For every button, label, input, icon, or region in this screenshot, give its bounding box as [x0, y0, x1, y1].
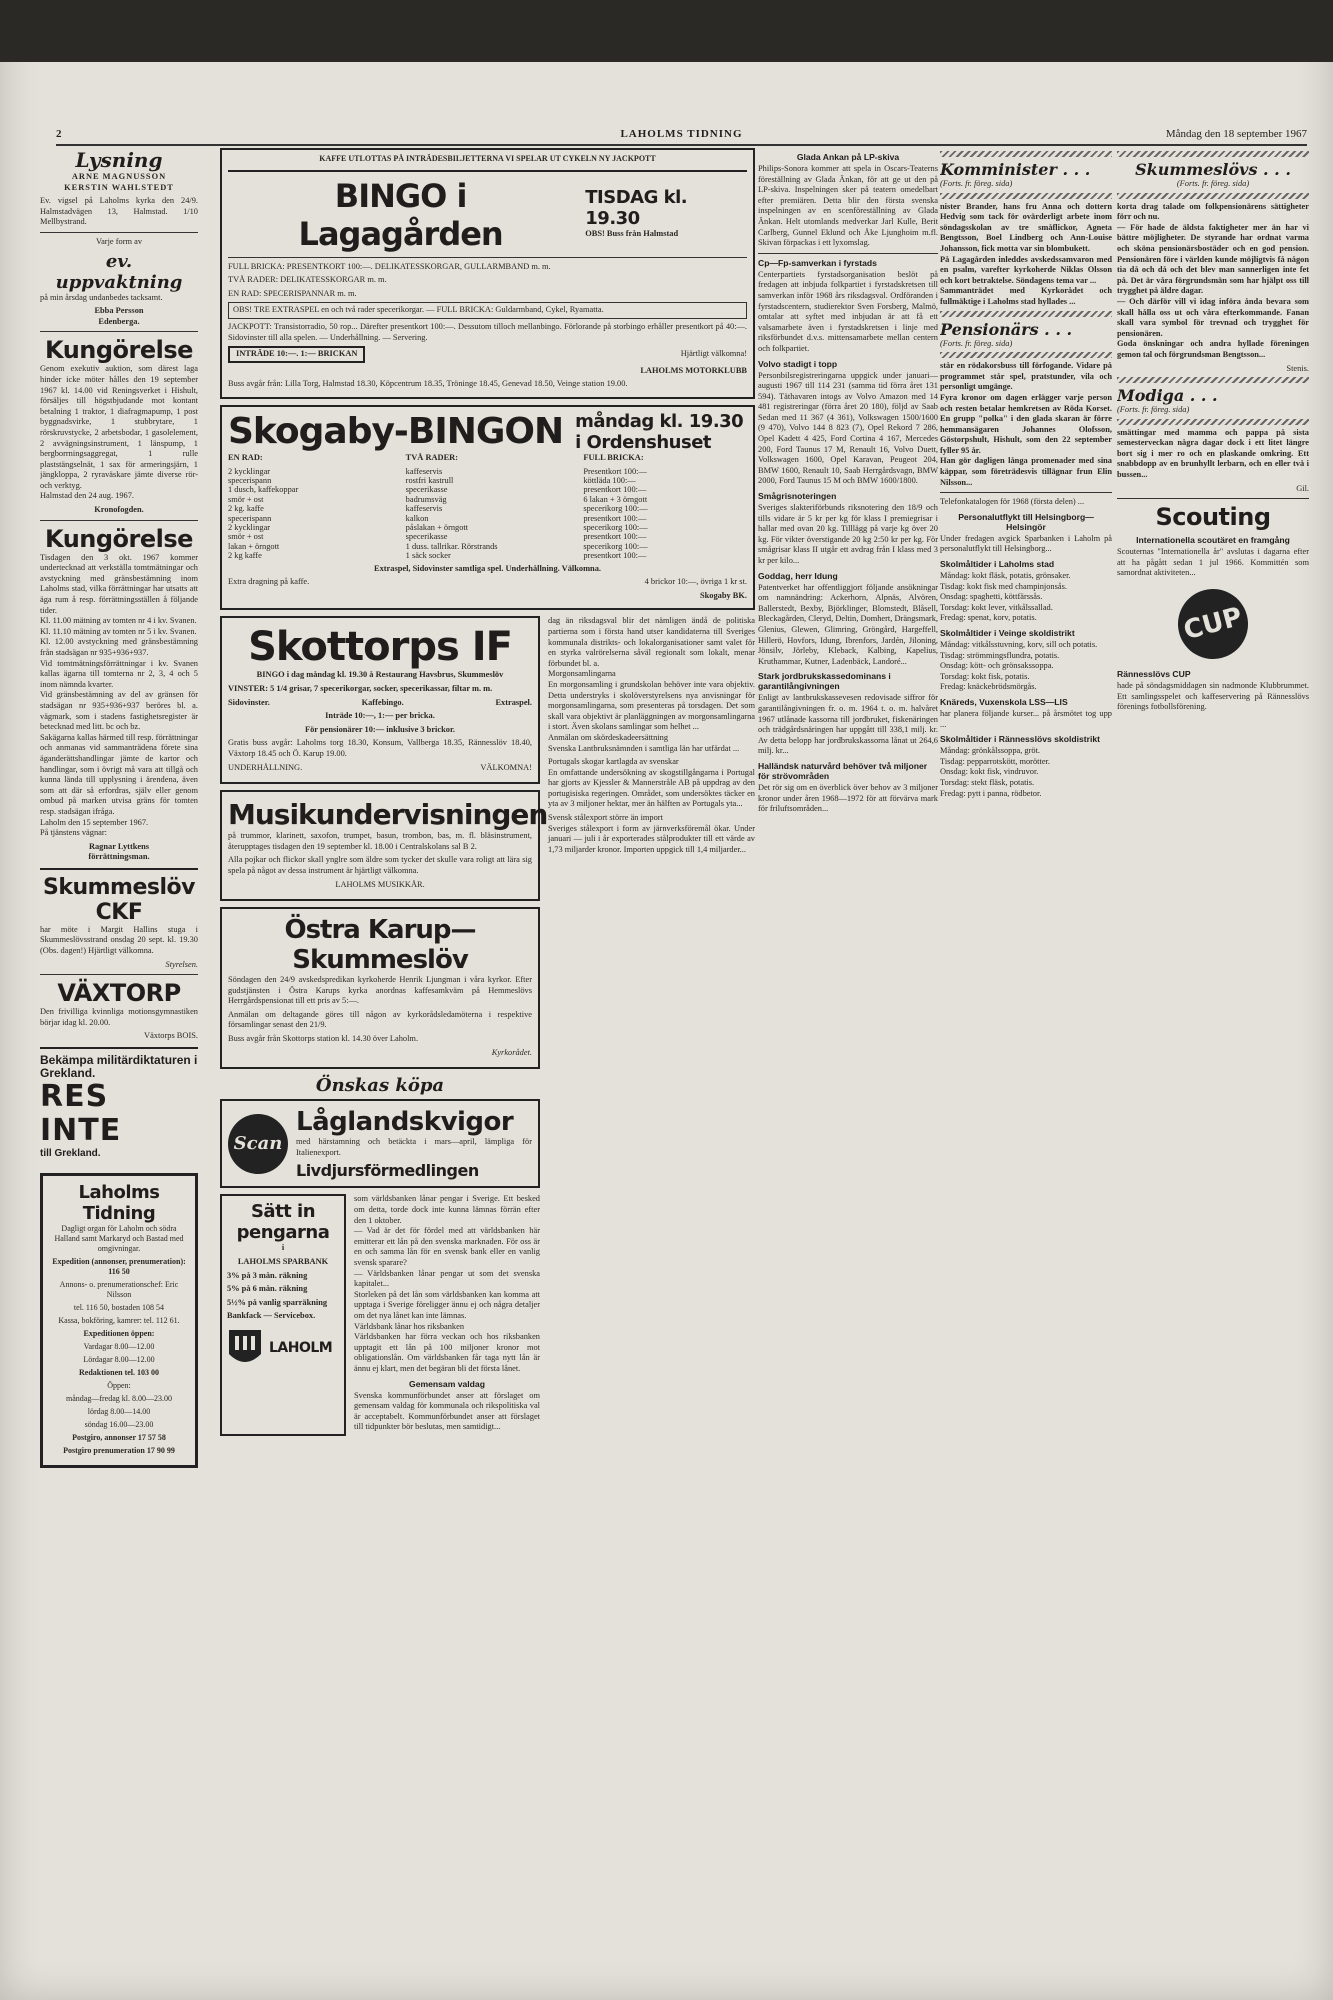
skottorps-und: UNDERHÅLLNING. [228, 762, 303, 772]
sparbank-r3: 5½% på vanlig sparräkning [227, 1297, 328, 1307]
skogaby-bingo-ad [220, 405, 755, 610]
bingo2-col3-title: FULL BRICKA: [583, 452, 644, 462]
komm-sub: (Forts. fr. föreg. sida) [940, 179, 1013, 188]
bingo2-brickor: 4 brickor 10:—, övriga 1 kr st. [644, 577, 747, 587]
bingo2-day: måndag kl. 19.30 [575, 410, 744, 432]
ornament-rule [940, 311, 1112, 317]
skolmal1-text: Måndag: kokt fläsk, potatis, grönsaker. Tisdag: kokt fisk med champinjonsås. Onsdag: spaghetti, köttfärssås. Torsdag: kokt lever, vitkålssallad. Fredag: spenat, korv, potatis. [940, 571, 1071, 623]
knareds-heading: Knäreds, Vuxenskola LSS—LIS [940, 696, 1068, 707]
kungorelse-text-2: Tisdagen den 3 okt. 1967 kommer undertecknad att verkställa tomtmätningar och avstyckning med gränsbestämning inom Laholms stad, vilka förrättningar har utsatts att äga rum å resp. förrättningsställen å följande tider. Kl. 11.00 mätning av tomten nr 4 i kv. Svanen. Kl. 11.10 mätning av tomten nr 5 i kv. Svanen. Kl. 12.00 avstyckning med gränsbestämning från stadsägan nr 935+936+937. Vid tomtmätningsförrättningar i kv. Svanen kallas ägarna till tomterna nr 2, 3, 4 och 5 inom nämnda kvarter. Vid gränsbestämning av del av gränsen för stadsägan nr 935+936+937 beröres bl. a. vägmark, som i stadens fastighetsregister är betecknad med litt. bc och bz. Sakägarna kallas härmed till resp. förrättningar och anmanas vid sammanträdena förete sina äganderättshandlingar jämte de kartor och handlingar, som i övrigt må vara att tillgå och kunna lända till upplysning i ärendena, även som att där så erfordras, själv eller genom ombud på marken utvisa gräns för tomten resp. stadsägan ifråga. Laholm den 15 september 1967. På tjänstens vägnar: [40, 552, 198, 838]
mot-text: Telefonkatalogen för 1968 (första delen) ... [940, 497, 1085, 507]
bingo1-full: FULL BRICKA: PRESENTKORT 100:—. DELIKATESSKORGAR, GULLARMBAND m. m. [228, 261, 551, 271]
vaxtorp-text: Den frivilliga kvinnliga motionsgymnastiken börjar idag kl. 20.00. [40, 1007, 198, 1027]
tidning-exp: Expedition (annonser, prenumeration): 116 50 [52, 1257, 186, 1277]
ckf-text: har möte i Margit Hallins stuga i Skummeslövsstrand onsdag 20 sept. kl. 19.30 (Obs. dagen!) Hjärtligt välkomna. [40, 924, 198, 956]
komm-heading: Komminister . . . [940, 160, 1091, 179]
skottorps-valk: VÄLKOMNA! [480, 762, 532, 772]
masthead-title: LAHOLMS TIDNING [620, 128, 743, 140]
page-number: 2 [56, 128, 62, 140]
divider [40, 1047, 198, 1049]
ornament-rule [940, 193, 1112, 199]
lysning-heading: Lysning [75, 148, 163, 172]
ornament-rule [940, 352, 1112, 358]
tidning-vardagar: Vardagar 8.00—12.00 [83, 1342, 155, 1352]
tidning-sondag: söndag 16.00—23.00 [84, 1420, 154, 1430]
kungorelse-sign-1: Kronofogden. [94, 505, 144, 515]
skottorps-buss: Gratis buss avgår: Laholms torg 18.30, Konsum, Vallberga 18.35, Rännesslöv 18.40, Växtorp 18.45 och Ö. Karup 19.00. [228, 738, 532, 758]
pens-heading: Pensionärs . . . [940, 319, 1073, 339]
ostra-text-3: Buss avgår från Skottorps station kl. 14.30 över Laholm. [228, 1034, 419, 1044]
tidning-annons: Annons- o. prenumerationschef: Eric Nilsson [59, 1280, 179, 1300]
uppvaktning-sign: Ebba Persson Edenberga. [94, 306, 144, 326]
tidning-kassa: Kassa, bokföring, kamrer: tel. 112 61. [58, 1316, 180, 1326]
bingo1-day: TISDAG kl. 19.30 [585, 186, 688, 229]
kungorelse-sign-2: Ragnar Lyttkens förrättningsman. [88, 841, 150, 862]
sparbank-logo: LAHOLM [269, 1340, 333, 1356]
skolmal3-text: Måndag: grönkålssoppa, gröt. Tisdag: pepparrotskött, morötter. Onsdag: kokt fisk, vindruvor. Torsdag: stekt fläsk, potatis. Fredag: pytt i panna, rödbetor. [940, 746, 1050, 798]
ornament-rule [1117, 151, 1309, 157]
column-2 [220, 148, 755, 1938]
bingo2-col1: 2 kycklingar specerispann 1 dusch, kaffekoppar smör + ost 2 kg. kaffe specerispann 2 kycklingar smör + ost lakan + örngott 2 kg kaffe [228, 466, 299, 561]
skottorps-pens: För pensionärer 10:— inklusive 3 brickor. [305, 724, 455, 734]
masthead-date: Måndag den 18 september 1967 [1165, 128, 1307, 140]
bingo1-title: BINGO i Lagagården [298, 176, 503, 253]
scan-text: med härstamning och betäckta i mars—april, lämpliga för Italienexport. [296, 1137, 532, 1157]
komm-text: nister Brander, hans fru Anna och dottern Hedvig som tack för ovärderligt arbete inom söndagsskolan av tre småflickor, Agneta Bengtsson, Boel Lindberg och Ann-Louise Johansson, fick motta var sin blombukett. På Lagagården inleddes avskedssamvaron med en psalm, varefter kyrkoherde Niklas Olsson och kort betraktelse. Söndagens tema var ... Sammanträdet med Kyrkorådet och fullmäktige i Laholms stad hyllades ... [940, 201, 1112, 306]
smagris-heading: Smågrisnoteringen [758, 491, 837, 502]
scan-title: Låglandskvigor [296, 1107, 514, 1138]
skottorps-kaffe: Kaffebingo. [361, 697, 404, 707]
ostra-text: Söndagen den 24/9 avskedspredikan kyrkoherde Henrik Ljungman i våra kyrkor. Efter gudstjänsten i Östra Karups kyrka anordnas kaffesamkväm på Hemmeslövs Herrgårdspensionat till ett pris av 5:—. [228, 975, 532, 1006]
divider [40, 974, 198, 975]
bingo2-col2: kaffeservis rostfri kastrull specerikasse badrumsväg kaffeservis kalkon påslakan + örngott specerikasse 1 duss. tallrikar. Rörstrands 1 säck socker [405, 466, 498, 561]
musik-text: på trummor, klarinett, saxofon, trumpet, basun, trombon, bas, m. fl. bläsinstrument, återupptages tisdagen den 19 september kl. 18.00 i Centralskolans sal B 2. [228, 831, 532, 851]
bingo1-sign: LAHOLMS MOTORKLUBB [640, 365, 747, 375]
skolmal1-heading: Skolmåltider i Laholms stad [940, 559, 1055, 570]
vaxtorp-sign: Växtorps BOIS. [144, 1031, 198, 1041]
kungorelse-heading-2: Kungörelse [45, 524, 193, 553]
tidning-postgiro-1: Postgiro, annonser 17 57 58 [72, 1433, 166, 1443]
bingo1-obs: OBS! TRE EXTRASPEL en och två rader specerikorgar. — FULL BRICKA: Guldarmband, Cykel, Ryamatta. [228, 302, 747, 319]
bingo-lagagarden-ad [220, 148, 755, 399]
ostra-sign: Kyrkorådet. [491, 1047, 532, 1057]
knareds-text: har planera följande kurser... på årsmötet tog upp ... [940, 708, 1112, 729]
sparbank-title: Sätt in pengarna [236, 1201, 330, 1244]
skumm-sub: (Forts. fr. föreg. sida) [1176, 179, 1250, 188]
stark-heading: Stark jordbrukskassedominans i garantilångivningen [758, 671, 891, 692]
personal-text: Under fredagen avgick Sparbanken i Laholm på personalutflykt till Helsingborg... [940, 533, 1112, 554]
gemensam-heading: Gemensam valdag [409, 1378, 485, 1389]
scan-logo: Scan [228, 1114, 288, 1174]
scouting-heading: Scouting [1155, 503, 1271, 532]
divider [40, 868, 198, 870]
column-1 [40, 148, 198, 1938]
bingo1-bus: OBS! Buss från Halmstad [585, 228, 679, 238]
divider [940, 492, 1112, 493]
personal-heading: Personalutflykt till Helsingborg—Helsingör [958, 511, 1094, 532]
cp-text: Centerpartiets fyrstadsorganisation beslöt på fredagen att inbjuda folkpartiet i fyrstadskretsen till samverkan inför 1968 års riksdagsval. Ordföranden i fyrstadscentern, studierektor Sven Forsberg, Malmö, omtalar att syftet med inbjudan är att få ett valsamarbete även i fyrstadskretsen i linje med riksförbundet d.v.s. mittensamarbete mellan centern och folkpartiet. [758, 269, 938, 353]
onskas-kopa: Önskas köpa [315, 1075, 445, 1097]
tidning-lordag: lördag 8.00—14.00 [87, 1407, 151, 1417]
ornament-rule [1117, 377, 1309, 383]
cp-heading: Cp—Fp-samverkan i fyrstads [758, 257, 877, 268]
divider [40, 520, 198, 521]
goddag-heading: Goddag, herr Idung [758, 570, 838, 581]
skottorps-ad [220, 616, 540, 784]
ornament-rule [940, 151, 1112, 157]
ostra-title: Östra Karup—Skummeslöv [284, 915, 476, 976]
volvo-text: Personbilsregistreringarna uppgick under januari—augusti 1967 till 114 231 (samma tid förra året 131 594). Täthavaren intogs av Volvo Amazon med 14 481 registreringar (förra året 20 180), följd av Saab Sedan med 11 367 (4 361), Volkswagen 1500/1600 (9 470), Volvo 144 8 823 (7), Opel Rekord 7 286, Opel Kadett 4 425, Ford Cortina 4 167, Mercedes 200, Ford Taunus 17 M, Renault 16, Volvo Duett, Volkswagen 1600, Opel Karavan, Peugeot 204, BMW 1600, Renault 10, Saab Herrgårdsvagn, BMW 2000, Ford Taunus 15 M och BMW 1600/1800. [758, 370, 938, 486]
stark-text: Enligt av lantbrukskassevesen redovisade siffror för garantilångivningen fr. o. m. 1964 t. o. m. halvåret 1967 utlånade kassorna till jordbruket, fiskenäringen och trädgårdsnäringen har uppgått till 338,1 milj. kr. Av detta belopp har jordbrukskassorna lånat ut 264,6 milj. kr... [758, 693, 938, 756]
scan-border [0, 0, 1333, 62]
cup-text: hade på söndagsmiddagen sin nadmonde Klubbrummet. Ett samlingsspelet och kaffeservering på Rännesslövs förenings fotbollsförening. [1117, 681, 1309, 712]
kungorelse-text-1: Genom exekutiv auktion, som därest laga hinder icke möter hålles den 19 september 1967 kl. 14.00 vid Reningsverket i Hishult, försäljes till högstbjudande mot kontant betalning 1 traktor, 1 diafragmapump, 1 post byggnadsvirke, 1 stubbrytare, 1 rörskruvstycke, 2 arbetsbodar, 1 gasolelement, 2 avvägningsinstrument, 1 länspump, 1 bergborrningsaggregat, 1 rulle plaststängselnät, 1 sax för armeringsjärn, 1 jängkloppa, 2 ryraväskare jämte diverse rör- och verktyg. Halmstad den 24 aug. 1967. [40, 364, 198, 501]
sparbank-i: i [281, 1243, 285, 1253]
bingo2-col3: Presentkort 100:— köttläda 100:— presentkort 100:— 6 lakan + 3 örngott specerikorg 100:— presentkort 100:— specerikorg 100:— presentkort 100:— specerikorg 100:— presentkort 100:— [583, 466, 648, 561]
cup-logo: CUP [1170, 581, 1256, 667]
skottorps-title: Skottorps IF [248, 624, 512, 671]
skottorps-line2: VINSTER: 5 1/4 grisar, 7 specerikorgar, socker, specerikassar, filtar m. m. [228, 683, 493, 693]
modiga-text: smättingar med mamma och pappa på sista semesterveckan några dagar dock i ett litet längre bort sig i mer ro och en plaskande omkring. Ett snabbdopp av en brunhyllt lerbarn, och en eller två i bussen... [1117, 427, 1309, 480]
tidning-postgiro-2: Postgiro prenumeration 17 90 99 [63, 1446, 175, 1456]
musik-title: Musikundervisningen [228, 798, 548, 832]
skumm-heading: Skummeslövs . . . [1135, 160, 1291, 179]
skottorps-intrade: Inträde 10:—, 1:— per bricka. [325, 711, 435, 721]
divider [228, 257, 747, 258]
grekland-big: RES INTE [40, 1079, 122, 1149]
portugal-article: Portugals skogar kartlagda av svenskar En omfattande undersökning av skogstillgångarna i Portugal har gjorts av Kjessler & Mannerstråle AB på uppdrag av den portugisiska regeringen. Området, som undersöktes täcker en yta av 3 miljoner hektar, mer än hälften av Portugals yta... [548, 757, 755, 809]
musik-sign: LAHOLMS MUSIKKÅR. [335, 879, 425, 889]
uppvaktning-heading: ev. uppvaktning [55, 250, 183, 293]
tidning-sub: Dagligt organ för Laholm och södra Halland samt Markaryd och Bastad med omgivningar. [54, 1224, 184, 1254]
scouting-text: Scouternas "Internationella år" avslutas i dagarna efter att ha pågått sedan 1 jul 1966. Kommittén som samordnat aktiviteten... [1117, 547, 1309, 578]
skolmal2-heading: Skolmåltider i Veinge skoldistrikt [940, 628, 1075, 638]
bingo2-drag: Extra dragning på kaffe. [228, 577, 310, 587]
scan-ad [220, 1099, 540, 1188]
tidning-info-box [40, 1173, 198, 1468]
skottorps-line1: BINGO i dag måndag kl. 19.30 å Restaurang Havsbrus, Skummeslöv [256, 670, 504, 680]
ostra-karup-ad [220, 907, 540, 1069]
musik-ad [220, 790, 548, 901]
tidning-tel: tel. 116 50, bostaden 108 54 [73, 1303, 165, 1313]
ornament-rule [1117, 193, 1309, 199]
bingo2-place: i Ordenshuset [575, 431, 712, 453]
divider [1117, 498, 1309, 499]
kungorelse-heading-1: Kungörelse [45, 336, 193, 365]
column-4 [940, 148, 1112, 1938]
tidning-exp-open: Expeditionen öppen: [83, 1329, 155, 1339]
glada-text: Philips-Sonora kommer att spela in Oscars-Teaterns föreställning av Glada Änkan, för att ge ut den på LP-skiva. Inspelningen sker på teatern omedelbart efter premiären. Detta blir den första svenska inspelningen av en scenföreställning av Glada Änkan. Helt utomlands medverkar Jarl Kulle, Berit Carlberg, Gunnel Eklund och Åke Ljunghoim m.fl. Skivan förpackas i ett lyxomslag. [758, 164, 938, 248]
scouting-sub: Internationella scoutäret en framgång [1136, 535, 1290, 546]
skottorps-extra: Extraspel. [495, 697, 532, 707]
gemensam-text: Svenska kommunförbundet anser att förslaget om gemensam valdag för kommunala och rikspolitiska val är acceptabelt. Kommunförbundet anser att förslaget till tidpunkter bör beslutas, men samtidigt... [354, 1390, 540, 1432]
morgonsamlingar-article: dag än riksdagsval blir det nämligen ändå de politiska partierna som i första hand utser kandidaterna till Sveriges kommunala distrikts- och lokalorganisationer samt valet för en styrka valrörelserna såväl regionalt som lokalt, menar förbundet bl. a. Morgonsamlingarna En morgonsamling i grundskolan behöver inte vara objektiv. Detta understryks i skolöverstyrelsens nya anvisningar för morgonsamlingarna, som presenteras på torsdagen. Det som skall vara objektivt är planläggningen av morgonsamlingarna i stort. Även skolans samlingar som helhet ... Anmälan om skördeskadeersättning Svenska Lantbruksnämnden i samtliga län har utfärdat ... [548, 616, 755, 753]
sparbank-bank2: Bankfack — Servicebox. [227, 1311, 316, 1321]
lysning-names: ARNE MAGNUSSON KERSTIN WAHLSTEDT [64, 172, 174, 192]
varldsbank-article: som världsbanken lånar pengar i Sverige. Ett besked om detta, torde dock inte kunna lämnas förrän efter den 1 oktober. — Vad är det för fördel med att världsbanken här emitterar ett lån på den svenska marknaden. För oss är en och samma lån för en svensk bank eller en vanlig svensk sparare? — Världsbanken lånar pengar ut som det svenska kapitalet... Storleken på det lån som världsbanken kan komma att upptaga i Sverige föreligger ännu ej och några detaljer om det nya lånet kan inte lämnas. Världsbank lånar hos riksbanken Världsbanken har förra veckan och hos riksbanken upptagit ett lån på 100 miljoner kronor mot obligationslån. Om världsbanken får taga nytt lån är ännu ej klart, men det begäran bli det första lånet. [354, 1194, 540, 1373]
gil-sign: Gil. [1296, 483, 1309, 493]
bingo1-tva: TVÅ RADER: DELIKATESSKORGAR m. m. [228, 275, 387, 285]
grekland-post: till Grekland. [40, 1148, 101, 1160]
bingo2-title: Skogaby-BINGON [228, 411, 564, 453]
bingo1-en: EN RAD: SPECERISPANNAR m. m. [228, 288, 357, 298]
stalexport-article: Svensk stålexport större än import Sveriges stålexport i form av järnverksföremål ökar. Under januari — juli i år exporterades stålprodukter till ett värde av 1,73 miljarder kronor. Importen uppgick till 1,4 miljarder... [548, 813, 755, 854]
uppvaktning-text: på min årsdag undanbedes tacksamt. [40, 292, 163, 302]
tidning-red-tel: Redaktionen tel. 103 00 [79, 1368, 159, 1378]
ornament-rule [1117, 419, 1309, 425]
column-5 [1117, 148, 1309, 1938]
divider [40, 232, 198, 233]
tidning-title: Laholms Tidning [78, 1182, 160, 1225]
grekland-pre: Bekämpa militärdiktaturen i Grekland. [40, 1053, 198, 1081]
divider [758, 253, 938, 254]
scan-sign: Livdjursförmedlingen [296, 1161, 479, 1181]
column-3 [758, 148, 938, 1938]
uppvaktning-pre: Varje form av [95, 236, 143, 246]
tidning-open: Öppen: [107, 1381, 131, 1391]
smagris-text: Sveriges slakteriförbunds riksnotering den 18/9 och tills vidare är 5 kr per kg för klass I premiegrisar i hallar med ovan 20 kg. Tilllägg på varje kg över 20 kg. För vikter överstigande 20 kg 2:50 kr per kg. För smågrisar klass II utgår ett avdrag från I klass med 3 kr per kilo... [758, 503, 938, 565]
musik-text-2: Alla pojkar och flickor skall ynglre som äldre som tycker det skulle vara roligt att lära sig spela på något av dessa instrument är hjärtligt välkomna. [228, 855, 532, 875]
modiga-heading: Modiga . . . [1117, 386, 1218, 406]
bingo2-sign: Skogaby BK. [699, 590, 747, 600]
bingo1-jackpott: JACKPOTT: Transistorradio, 50 rop... Därefter presentkort 100:—. Dessutom tilloch mellanbingo. Förlorande på storbingo erhåller presentkort på 40:—. Sidovinster till alla spelen. — Underhållning. — Servering. [228, 321, 747, 342]
sparbank-r2: 5% på 6 mån. räkning [227, 1284, 308, 1294]
pens-sub: (Forts. fr. föreg. sida) [940, 338, 1013, 348]
bingo1-valkomna: Hjärtligt välkomna! [680, 349, 747, 359]
skottorps-side: Sidovinster. [228, 697, 270, 707]
pens-text: står en rödakorsbuss till förfogande. Vidare på programmet står spel, pratstunder, vila och personligt umgänge. Fyra kronor om dagen erlägger varje person och resten betalar hemkretsen av Röda Korset. En grupp "polka" i den glada skaran är förre hemmansägaren Johannes Olofsson, Göstorpshult, Hishult, som den 22 september fyller 95 år. Han gör dagligen långa promenader med sina käppar, som företrädesvis tillägnar frun Elin Nilsson... [940, 361, 1112, 487]
lysning-text: Ev. vigsel på Laholms kyrka den 24/9. Halmstadvägen 13, Halmstad. 1/10 Mellbystrand. [40, 196, 198, 227]
running-header [56, 128, 1307, 146]
bingo1-bus-times: Buss avgår från: Lilla Torg, Halmstad 18.30, Köpcentrum 18.35, Tröninge 18.45, Genevad 18.50, Veinge station 19.00. [228, 379, 628, 389]
crown-shield-icon [227, 1326, 263, 1370]
vaxtorp-heading: VÄXTORP [57, 979, 181, 1008]
goddag-text: Patentverket har offentliggjort följande ansökningar om namnändring: Ackerhorn, Alpnäs, Alvören, Ballerstedt, Bexby, Björklinger, Blomstedt, Blåsell, Bleckagården, Cleryd, Deltin, Domhert, Drängsmark, Glenius, Glewen, Glimring, Gröngård, Hargeffell, Hillerö, Hovfors, Idung, Ibrenfors, Jardén, Jiloning, Jönsilv, Jörleby, Kleback, Kalbing, Kapelius, Kruthammar, Kutner, Ladenbäck, Landoré... [758, 582, 938, 666]
halland-heading: Halländsk naturvård behöver två miljoner för strövområden [758, 760, 928, 781]
ckf-sign: Styrelsen. [165, 959, 198, 969]
cup-heading: Rännesslövs CUP [1117, 669, 1191, 680]
ckf-heading: Skummeslöv CKF [43, 874, 195, 925]
skumm-text: korta drag talade om folkpensionärens sättigheter förr och nu. — För hade de äldsta faktigheter mer än har vi bättre möjligheter. De styrande har ordnat varma och sköna pensionärsbostäder och en god pension. Pensionären före i världen kunde möjligtvis få någon tia då och då och det blev man sannerligen inte fet på. Det är våra förgrundsmän som har hjälpt oss till trygghet på äldre dagar. — Och därför vill vi idag införa ånda bevara som skall hålla oss ut och våra efterkommande. Fanan skall vara symbol för trevnad och trygghet för pensionären. Goda önskningar och andra hyllade föreningen gemon tal och förgrundsman Bengtsson... [1117, 201, 1309, 359]
bingo2-extra: Extraspel, Sidovinster samtliga spel. Underhållning. Välkomna. [373, 563, 601, 573]
bingo2-col2-title: TVÅ RADER: [405, 452, 459, 462]
bingo2-col1-title: EN RAD: [228, 452, 263, 462]
skolmal3-heading: Skolmåltider i Rännesslövs skoldistrikt [940, 734, 1100, 745]
modiga-sub: (Forts. fr. föreg. sida) [1117, 405, 1190, 415]
skolmal2-text: Måndag: vitkålsstuvning, korv, sill och potatis. Tisdag: strömmingsflundra, potatis. Onsdag: kött- och grönsakssoppa. Torsdag: kokt fisk, potatis. Fredag: knäckebrödsmörgås. [940, 640, 1098, 692]
halland-text: Det rör sig om en överblick över behov av 3 miljoner kronor under åren 1968—1972 för att förvärva mark för friluftsområden... [758, 782, 938, 814]
tidning-lordagar: Lördagar 8.00—12.00 [83, 1355, 155, 1365]
volvo-heading: Volvo stadigt i topp [758, 358, 838, 369]
ostra-text-2: Anmälan om deltagande göres till någon av kyrkorådsledamöterna i respektive församlingar senast den 21/9. [228, 1009, 532, 1030]
sparbank-bank: LAHOLMS SPARBANK [237, 1257, 329, 1267]
glada-heading: Glada Ankan på LP-skiva [796, 152, 900, 162]
bingo1-header: KAFFE UTLOTTAS PÅ INTRÄDESBILJETTERNA VI SPELAR UT CYKELN NY JACKPOTT [319, 154, 656, 163]
tidning-mandag: måndag—fredag kl. 8.00—23.00 [66, 1394, 172, 1404]
divider [40, 331, 198, 332]
bingo1-intrade: INTRÄDE 10:—. 1:— BRICKAN [228, 346, 365, 363]
sparbank-r1: 3% på 3 mån. räkning [227, 1270, 308, 1280]
divider [228, 170, 747, 172]
stenis-sign: Stenis. [1286, 363, 1309, 373]
sparbank-ad [220, 1194, 346, 1435]
